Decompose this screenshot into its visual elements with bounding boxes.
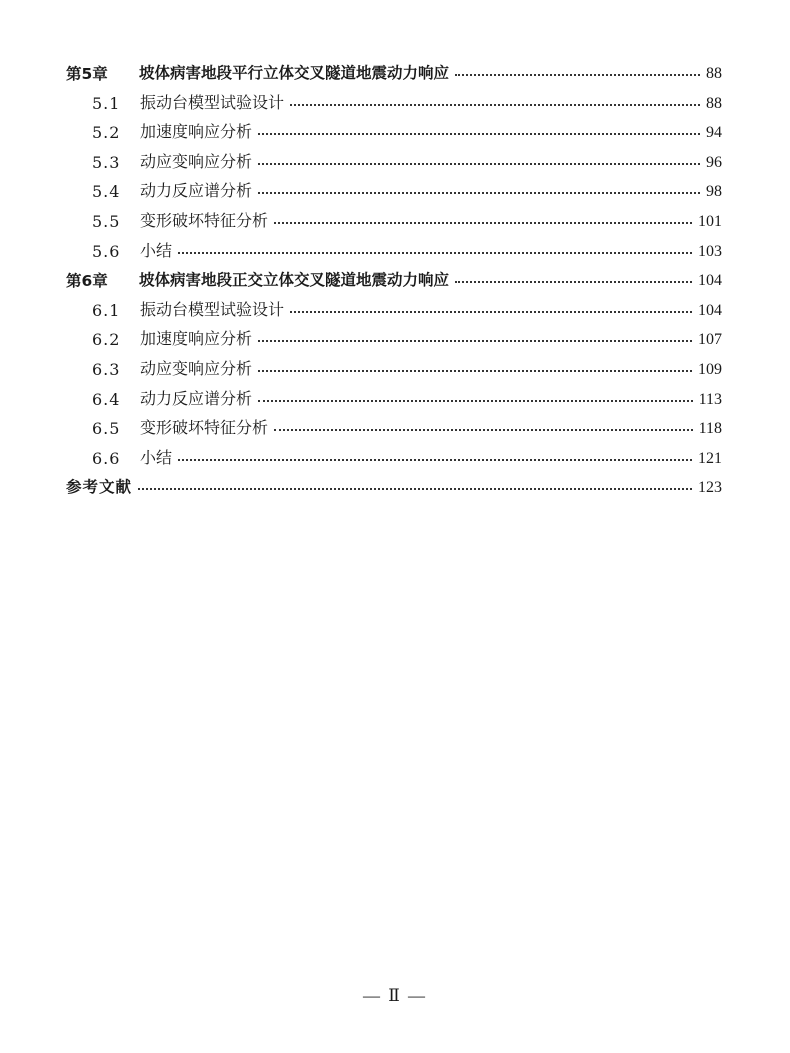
toc-section-row[interactable] <box>0 89 790 118</box>
toc-page-number: 94 <box>702 124 722 142</box>
toc-references-row[interactable] <box>0 473 790 502</box>
toc-entry-number: 5.4 <box>92 182 121 202</box>
dot-leader <box>258 340 692 342</box>
dot-leader <box>455 74 700 76</box>
toc-section-row[interactable] <box>0 177 790 206</box>
toc-entry-title: 动应变响应分析 <box>140 153 256 171</box>
toc-section-row[interactable] <box>0 118 790 147</box>
dot-leader <box>258 400 693 402</box>
toc-entry-title: 小结 <box>140 242 176 260</box>
dot-leader <box>178 459 692 461</box>
toc-entry-number: 第6章 <box>66 272 108 291</box>
toc-page-number: 107 <box>694 331 722 349</box>
toc-section-row[interactable] <box>0 296 790 325</box>
toc-page-number: 121 <box>694 450 722 468</box>
toc-section-row[interactable] <box>0 414 790 443</box>
dot-leader <box>290 104 700 106</box>
toc-section-row[interactable] <box>0 385 790 414</box>
toc-entry-number: 6.1 <box>92 300 121 320</box>
toc-section-row[interactable] <box>0 148 790 177</box>
toc-entry-title: 加速度响应分析 <box>140 330 256 348</box>
toc-section-row[interactable] <box>0 237 790 266</box>
toc-entry-number: 第5章 <box>66 65 108 83</box>
toc-page-number: 96 <box>702 154 722 172</box>
toc-page-number: 113 <box>695 391 722 409</box>
toc-page-number: 101 <box>694 213 722 231</box>
toc-section-row[interactable] <box>0 207 790 236</box>
toc-page-number: 118 <box>695 420 722 438</box>
dot-leader <box>274 222 692 224</box>
dot-leader <box>290 311 692 313</box>
toc-entry-number: 5.2 <box>92 123 121 143</box>
toc-page-number: 88 <box>702 65 722 83</box>
dot-leader <box>258 192 700 194</box>
dot-leader <box>258 163 700 165</box>
toc-chapter-row[interactable] <box>0 266 790 295</box>
toc-entry-number: 5.3 <box>92 152 121 172</box>
toc-page-number: 109 <box>694 361 722 379</box>
toc-entry-title: 动应变响应分析 <box>140 360 256 378</box>
toc-section-row[interactable] <box>0 325 790 354</box>
toc-entry-number: 5.5 <box>92 212 121 231</box>
toc-page-number: 98 <box>702 183 722 201</box>
toc-page-number: 123 <box>694 479 722 497</box>
toc-section-row[interactable] <box>0 444 790 473</box>
toc-entry-title: 加速度响应分析 <box>140 123 256 141</box>
toc-page-number: 104 <box>694 272 722 290</box>
toc-entry-title: 参考文献 <box>66 478 136 496</box>
toc-page-number: 88 <box>702 95 722 113</box>
toc-entry-number: 5.6 <box>92 241 121 261</box>
toc-entry-title: 坡体病害地段正交立体交叉隧道地震动力响应 <box>139 271 453 289</box>
toc-entry-number: 6.4 <box>92 389 121 409</box>
dot-leader <box>138 488 692 490</box>
dot-leader <box>455 281 692 283</box>
toc-chapter-row[interactable] <box>0 59 790 88</box>
toc-entry-number: 6.2 <box>92 330 121 350</box>
toc-page-number: 103 <box>694 243 722 261</box>
toc-entry-title: 小结 <box>140 449 176 467</box>
toc-entry-number: 6.6 <box>92 448 121 468</box>
toc-entry-title: 坡体病害地段平行立体交叉隧道地震动力响应 <box>139 64 453 82</box>
dot-leader <box>178 252 692 254</box>
toc-entry-title: 变形破坏特征分析 <box>140 212 272 230</box>
page-folio: — Ⅱ — <box>362 986 428 1005</box>
toc-entry-title: 动力反应谱分析 <box>140 182 256 200</box>
toc-page-number: 104 <box>694 302 722 320</box>
toc-entry-number: 5.1 <box>92 93 121 113</box>
toc-entry-title: 动力反应谱分析 <box>140 390 256 408</box>
dot-leader <box>258 370 692 372</box>
toc-entry-title: 振动台模型试验设计 <box>140 94 288 112</box>
dot-leader <box>274 429 693 431</box>
toc-entry-number: 6.3 <box>92 360 121 379</box>
dot-leader <box>258 133 700 135</box>
toc-entry-number: 6.5 <box>92 419 121 439</box>
toc-entry-title: 变形破坏特征分析 <box>140 419 272 437</box>
toc-entry-title: 振动台模型试验设计 <box>140 301 288 319</box>
toc-section-row[interactable] <box>0 355 790 384</box>
